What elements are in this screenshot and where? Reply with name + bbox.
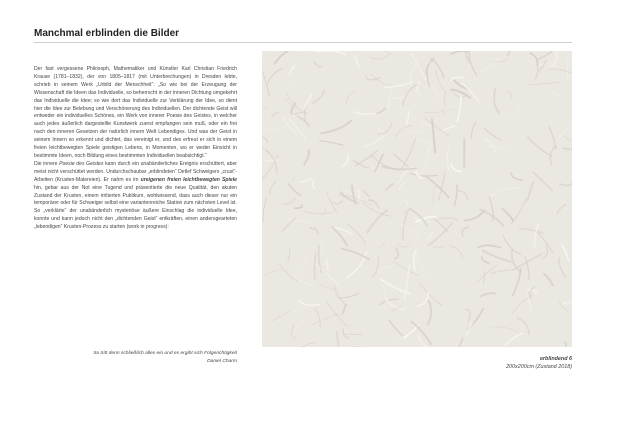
body-text xyxy=(34,66,237,232)
emphasis-spiele: ureigenen freien leichtbewegten Spiele xyxy=(140,176,237,183)
paragraph-text-c: hin, gebar aus der Not eine Tugend und präsentierte die neue Qualität, den akuten Zustand der Krusten, einem irritierten Publikum, wohlwissend, dass auch dieser nur ein temporärer oder für Schweiger selbst eine variantenreiche Station zum nächsten Level ist. So „verklärte“ der unabänderlich mysteriöse äußere Einschlag die individuelle Idee, konnte und kann jedoch nicht den „dichtenden Geist“ entkräften, einen andersgearteten „lebendigen“ Krusten-Prozess zu starten (work in progress): xyxy=(34,184,238,231)
emphasis-poesie: Poesie des Geistes xyxy=(59,160,104,167)
artwork-details: 200x200cm (Zustand 2018) xyxy=(506,364,572,370)
quote-text: So tritt denn schließlich alles ein und es ergibt sich Folgerichtigkeit xyxy=(93,351,237,356)
artwork-texture xyxy=(262,51,572,347)
artwork-caption xyxy=(262,355,572,371)
paragraph-text-a: Die innere xyxy=(34,160,60,167)
crust-stroke xyxy=(433,247,443,248)
artwork-title: erblindend 6 xyxy=(539,356,572,362)
paragraph-krause-quote: Der fast vergessene Philosoph, Mathematiker und Künstler Karl Christian Friedrich Krause (1781–1832), der von 1805–1817 (mit Unterbrechungen) in Dresden lebte, schrieb in seinem Werk „Urbild der Menschheit“: „So wie bei der Erzeugung der Wissenschaft die Ideen das Individuelle, so beherrscht in der inneren Dichtung umgekehrt das Individuelle die Idee; so wie dort das Individuelle zur Verklärung der Idee, so dient hier die Idee zur Belebung und Verschönerung des Individuellen. Der dichtende Geist will entweder ein individuelles Schönes, ein Werk von innerer Poesie des Geistes, in welcher auch jedes äußerlich dargestellte Kunstwerk zuerst empfangen sein muß, oder ein frei nach den inneren Gesetzen der natürlich innern Welt Lebendiges. Und was der Geist in seinem Innern so erkennt und dichtet, das vereinigt er, und des erfreut er sich in einem freien leichtbewegten Spiele geistigen Lebens, in Momenten, wo er weder Einsicht in bestimmte Ideen, noch Bildung eines bestimmten Individuellen beabsichtigt.“ xyxy=(34,66,237,159)
paragraph-text-b: kann durch ein unabänderliches Ereignis erschüttert, aber meist nicht verschüttet werden. Undurchschaubar „erblindeten“ Detlef Schweigers „crust“- Arbeiten (Krusten-Malereien). Er nahm es im xyxy=(34,160,237,183)
closing-quote xyxy=(34,350,237,366)
title-divider xyxy=(34,42,572,43)
paragraph-crust-works xyxy=(34,161,237,232)
artwork-image xyxy=(262,51,572,347)
page-title: Manchmal erblinden die Bilder xyxy=(34,28,180,39)
quote-author: Daniel Charm xyxy=(207,359,237,364)
